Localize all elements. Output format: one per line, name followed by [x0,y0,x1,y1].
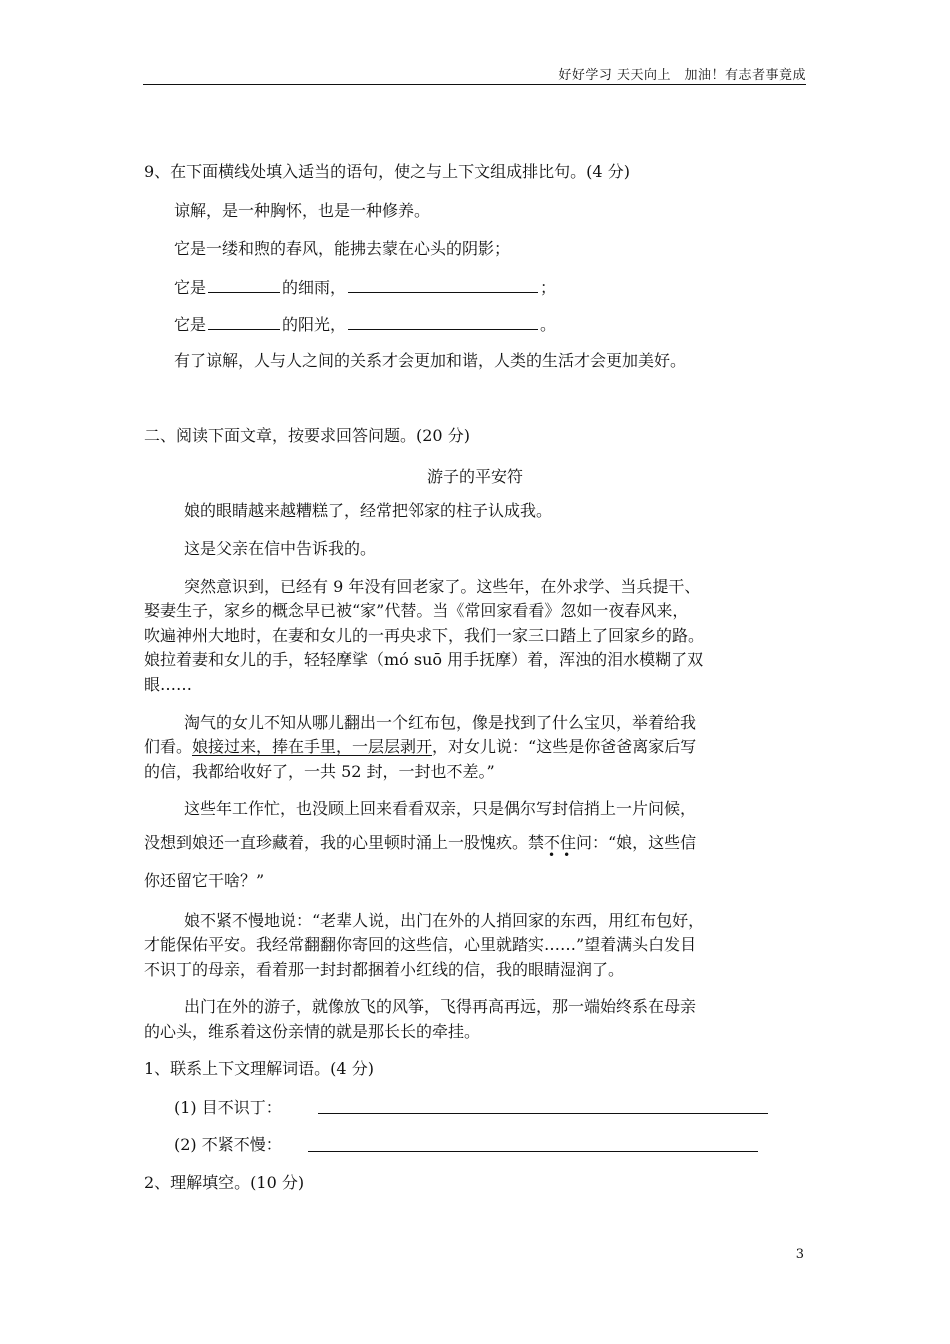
q9-line2: 它是一缕和煦的春风，能拂去蒙在心头的阴影； [174,239,511,258]
para6-line2: 才能保佑平安。我经常翻翻你寄回的这些信，心里就踏实……”望着满头白发目 [144,935,697,954]
para4-line2 [144,736,696,758]
para3-line4: 娘拉着妻和女儿的手，轻轻摩挲（mó suō 用手抚摩）着，浑浊的泪水模糊了双 [144,650,704,669]
para7-line2: 的心头，维系着这份亲情的就是那长长的牵挂。 [144,1022,481,1041]
q1-item1-label: (1) 目不识丁： [174,1098,282,1117]
q9-line4 [174,313,556,336]
para6-line3: 不识丁的母亲，看着那一封封都捆着小红线的信，我的眼睛湿润了。 [144,960,625,979]
q1-item1-answer-line[interactable] [318,1097,768,1114]
section2-title: 二、阅读下面文章，按要求回答问题。(20 分) [144,426,470,445]
para3-line5: 眼…… [144,675,193,694]
para4-line3: 的信，我都给收好了，一共 52 封，一封也不差。” [144,762,495,781]
para4-underlined-phrase: 娘接过来，捧在手里，一层层剥开 [192,737,433,756]
q9-line4-end: 。 [540,315,557,334]
para4-line2-end: ，对女儿说：“这些是你爸爸离家后写 [432,737,697,756]
para3-line3: 吹遍神州大地时，在妻和女儿的一再央求下，我们一家三口踏上了回家乡的路。 [144,626,705,645]
para1: 娘的眼睛越来越糟糕了，经常把邻家的柱子认成我。 [184,501,553,520]
q2-title: 2、理解填空。(10 分) [144,1173,305,1192]
para6-line1: 娘不紧不慢地说：“老辈人说，出门在外的人捎回家的东西，用红布包好， [184,911,705,930]
q1-item2 [174,1134,282,1156]
para4-line2-start: 们看。 [144,737,193,756]
para4-line1: 淘气的女儿不知从哪儿翻出一个红布包，像是找到了什么宝贝，举着给我 [184,713,697,732]
q9-line4-mid: 的阳光， [282,315,347,334]
para3-line1: 突然意识到，已经有 9 年没有回老家了。这些年，在外求学、当兵提干、 [184,577,701,596]
q9-blank-3[interactable] [208,313,280,330]
q9-line3 [174,276,556,299]
q9-line5: 有了谅解，人与人之间的关系才会更加和谐，人类的生活才会更加美好。 [174,351,687,370]
q1-item1 [174,1097,282,1119]
q9-blank-4[interactable] [348,313,538,330]
q9-line1: 谅解，是一种胸怀，也是一种修养。 [174,201,431,220]
article-title: 游子的平安符 [426,467,523,486]
q9-blank-1[interactable] [208,276,280,293]
para2: 这是父亲在信中告诉我的。 [184,539,377,558]
para7-line1: 出门在外的游子，就像放飞的风筝，飞得再高再远，那一端始终系在母亲 [184,997,697,1016]
q9-title: 9、在下面横线处填入适当的语句，使之与上下文组成排比句。(4 分) [144,162,630,181]
q9-line3-end: ； [540,278,557,297]
q1-item2-label: (2) 不紧不慢： [174,1135,282,1154]
q1-item2-answer-line[interactable] [308,1135,758,1152]
para5-line1: 这些年工作忙，也没顾上回来看看双亲，只是偶尔写封信捎上一片问候， [184,799,697,818]
para5-line3: 你还留它干啥？” [144,871,265,890]
q1-title: 1、联系上下文理解词语。(4 分) [144,1059,374,1078]
q9-blank-2[interactable] [348,276,538,293]
header-rule [143,84,806,85]
para3-line2: 娶妻生子，家乡的概念早已被“家”代替。当《常回家看看》忽如一夜春风来， [144,601,689,620]
q9-line3-mid: 的细雨， [282,278,347,297]
page-header: 好好学习 天天向上 加油！有志者事竟成 [558,68,806,83]
q9-line4-start: 它是 [174,315,207,334]
para5-line2: 没想到娘还一直珍藏着，我的心里顿时涌上一股愧疚。禁不住问：“娘，这些信 [144,833,697,852]
emphasis-dots: •• [548,848,579,862]
page-number: 3 [795,1247,804,1262]
q9-line3-start: 它是 [174,278,207,297]
